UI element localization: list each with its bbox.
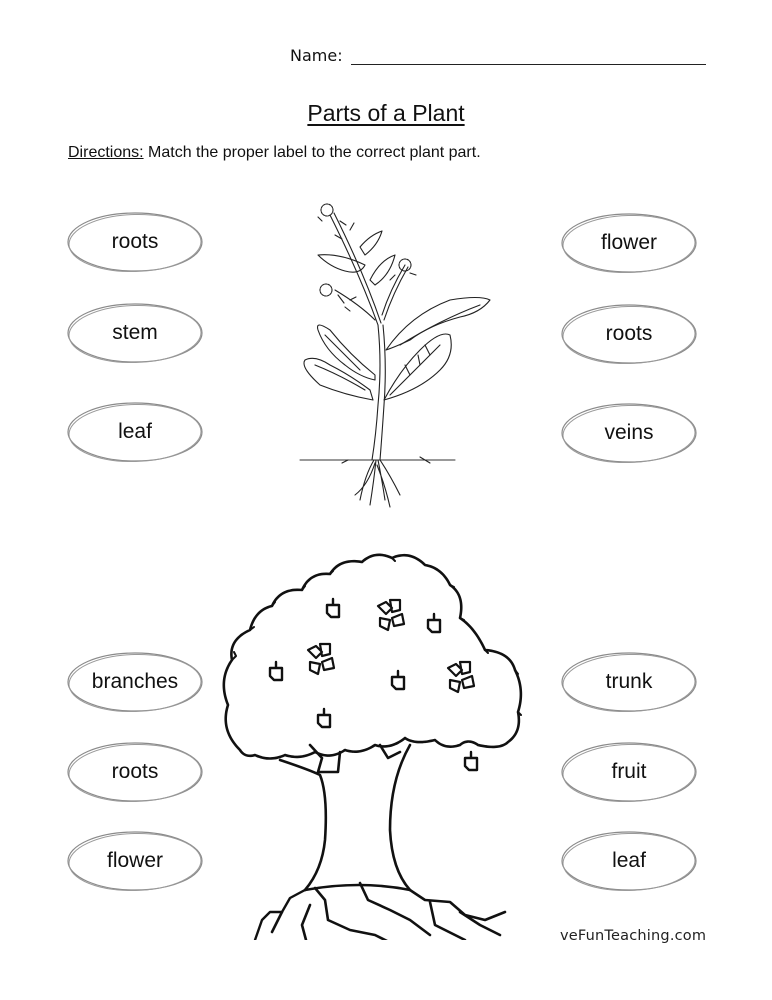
directions-label: Directions: (68, 144, 144, 161)
label-oval-plant-left-2[interactable] (66, 302, 204, 364)
label-oval-plant-right-3[interactable] (560, 402, 698, 464)
label-oval-plant-left-3[interactable] (66, 401, 204, 463)
label-oval-tree-left-1[interactable] (66, 651, 204, 713)
label-text: roots (605, 322, 653, 345)
label-text: branches (91, 670, 179, 693)
page-title: Parts of a Plant (307, 100, 465, 126)
label-oval-plant-right-2[interactable] (560, 303, 698, 365)
label-text: roots (111, 760, 159, 783)
label-text: veins (604, 421, 654, 444)
directions-text: Match the proper label to the correct plant part. (143, 144, 481, 161)
label-text: stem (112, 321, 158, 344)
label-oval-tree-left-3[interactable] (66, 830, 204, 892)
label-oval-plant-right-1[interactable] (560, 212, 698, 274)
label-oval-tree-right-2[interactable] (560, 741, 698, 803)
label-text: leaf (612, 849, 646, 872)
label-oval-tree-right-3[interactable] (560, 830, 698, 892)
label-text: fruit (611, 760, 647, 783)
name-field-row (290, 46, 706, 65)
label-oval-tree-left-2[interactable] (66, 741, 204, 803)
label-text: roots (111, 230, 159, 253)
name-label: Name: (290, 46, 343, 65)
label-text: flower (600, 231, 658, 254)
label-oval-tree-right-1[interactable] (560, 651, 698, 713)
name-input-line[interactable] (351, 50, 706, 65)
label-oval-plant-left-1[interactable] (66, 211, 204, 273)
label-text: flower (106, 849, 164, 872)
plant-illustration (290, 195, 510, 515)
label-text: leaf (118, 420, 152, 443)
source-footer: veFunTeaching.com (560, 928, 707, 944)
label-text: trunk (605, 670, 653, 693)
directions (68, 144, 481, 162)
tree-illustration (210, 540, 530, 940)
